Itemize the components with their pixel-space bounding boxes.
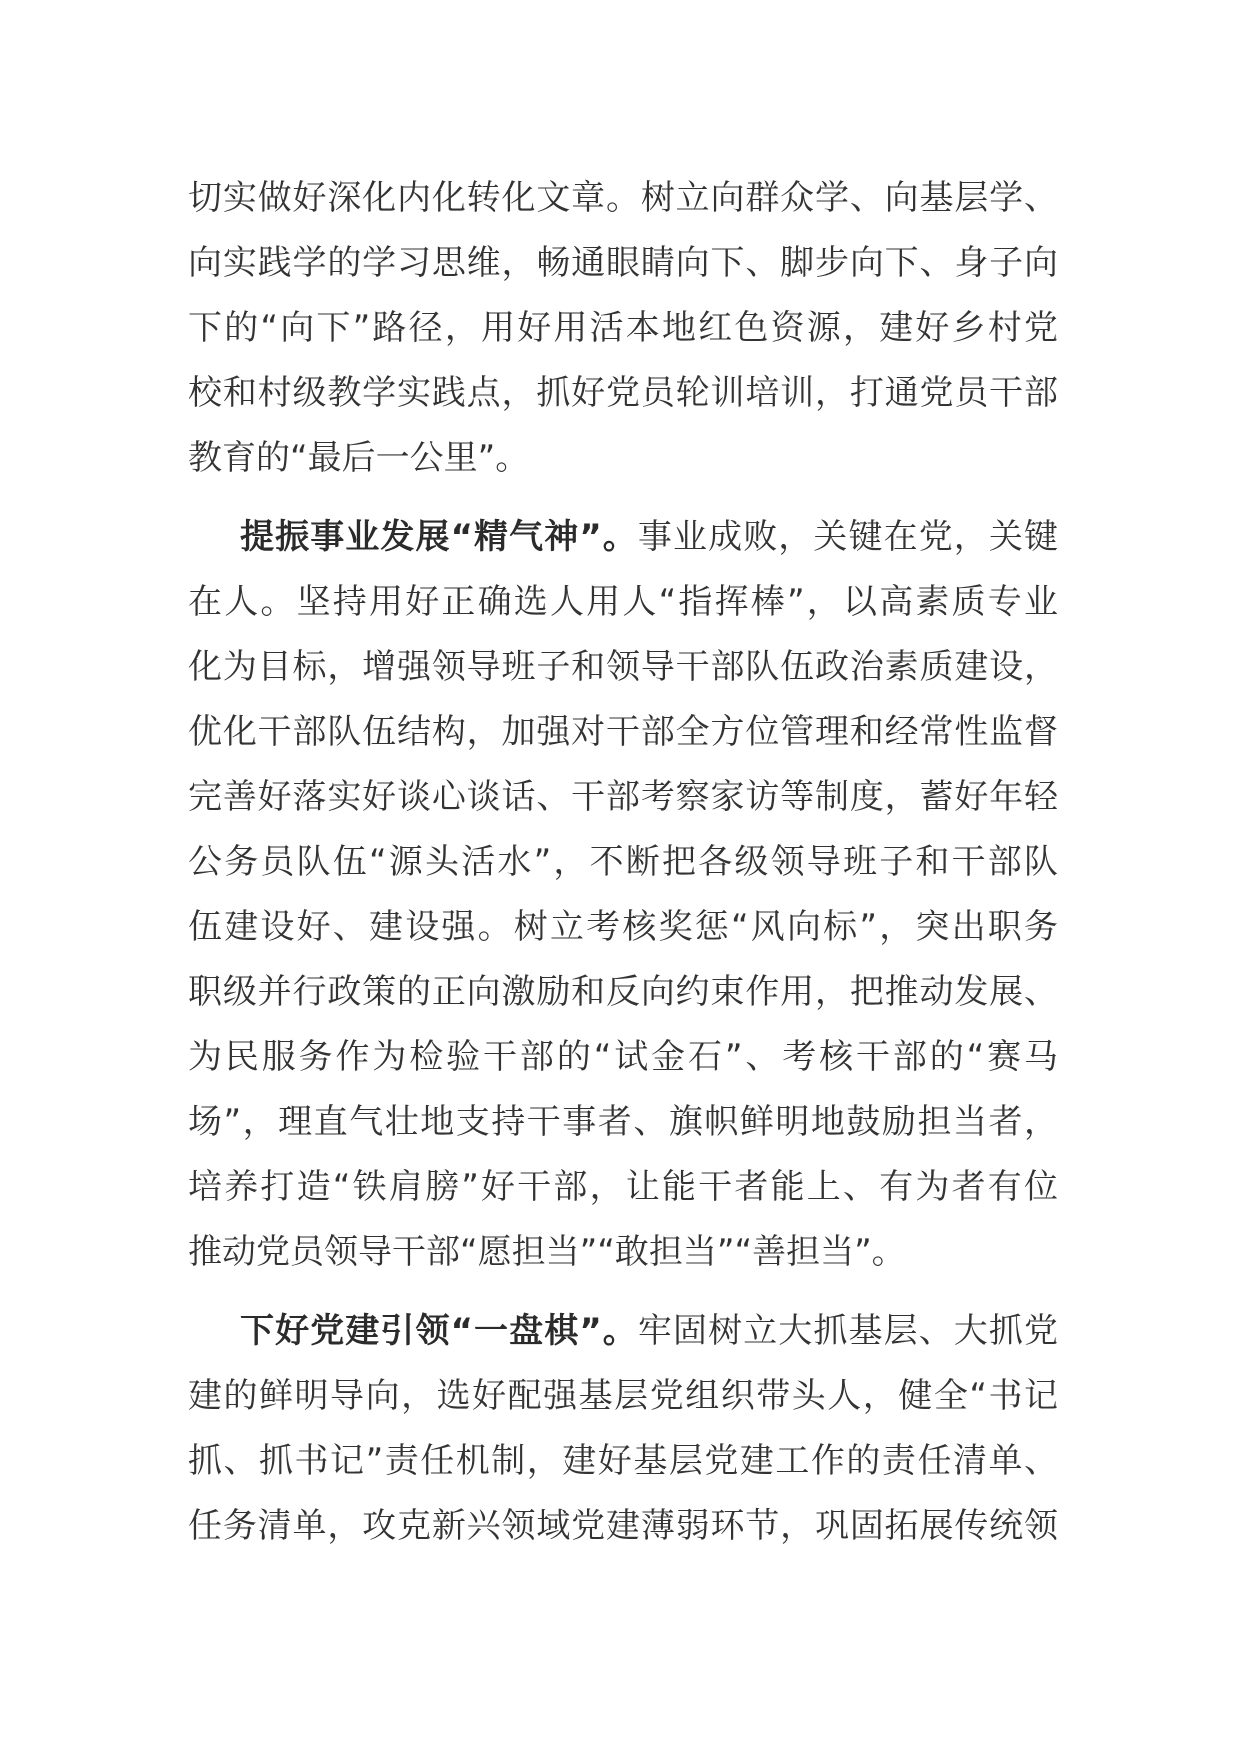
text-line: 培养打造“铁肩膀”好干部，让能干者能上、有为者有位 <box>188 1167 1058 1207</box>
document-page <box>188 166 1058 1559</box>
text-run: 牢固树立大抓基层、大抓党 <box>637 1311 1058 1351</box>
paragraph-party-building <box>188 1299 1058 1559</box>
text-line: 任务清单，攻克新兴领域党建薄弱环节，巩固拓展传统领 <box>188 1506 1058 1546</box>
paragraph-continuation <box>188 166 1058 491</box>
text-line: 抓、抓书记”责任机制，建好基层党建工作的责任清单、 <box>188 1441 1058 1481</box>
text-line: 建的鲜明导向，选好配强基层党组织带头人，健全“书记 <box>188 1376 1058 1416</box>
text-line: 伍建设好、建设强。树立考核奖惩“风向标”，突出职务 <box>188 907 1058 947</box>
text-line: 推动党员领导干部“愿担当”“敢担当”“善担当”。 <box>188 1232 906 1272</box>
text-line: 优化干部队伍结构，加强对干部全方位管理和经常性监督 <box>188 712 1058 752</box>
text-line <box>188 505 1058 570</box>
paragraph-heading: 提振事业发展“精气神”。 <box>240 517 638 557</box>
text-line <box>188 1299 1058 1364</box>
text-run: 事业成败，关键在党，关键 <box>637 517 1058 557</box>
paragraph-heading: 下好党建引领“一盘棋”。 <box>240 1311 638 1351</box>
text-line: 公务员队伍“源头活水”，不断把各级领导班子和干部队 <box>188 842 1058 882</box>
text-line: 教育的“最后一公里”。 <box>188 438 530 478</box>
text-line: 在人。坚持用好正确选人用人“指挥棒”，以高素质专业 <box>188 582 1058 622</box>
text-line: 下的“向下”路径，用好用活本地红色资源，建好乡村党 <box>188 308 1058 348</box>
text-line: 职级并行政策的正向激励和反向约束作用，把推动发展、 <box>188 972 1058 1012</box>
text-line: 为民服务作为检验干部的“试金石”、考核干部的“赛马 <box>188 1037 1058 1077</box>
text-line: 完善好落实好谈心谈话、干部考察家访等制度，蓄好年轻 <box>188 777 1058 817</box>
text-line: 场”，理直气壮地支持干事者、旗帜鲜明地鼓励担当者， <box>188 1102 1058 1142</box>
text-line: 校和村级教学实践点，抓好党员轮训培训，打通党员干部 <box>188 373 1058 413</box>
text-line: 化为目标，增强领导班子和领导干部队伍政治素质建设， <box>188 647 1058 687</box>
text-line: 向实践学的学习思维，畅通眼睛向下、脚步向下、身子向 <box>188 243 1058 283</box>
paragraph-career-spirit <box>188 505 1058 1285</box>
text-line: 切实做好深化内化转化文章。树立向群众学、向基层学、 <box>188 178 1058 218</box>
